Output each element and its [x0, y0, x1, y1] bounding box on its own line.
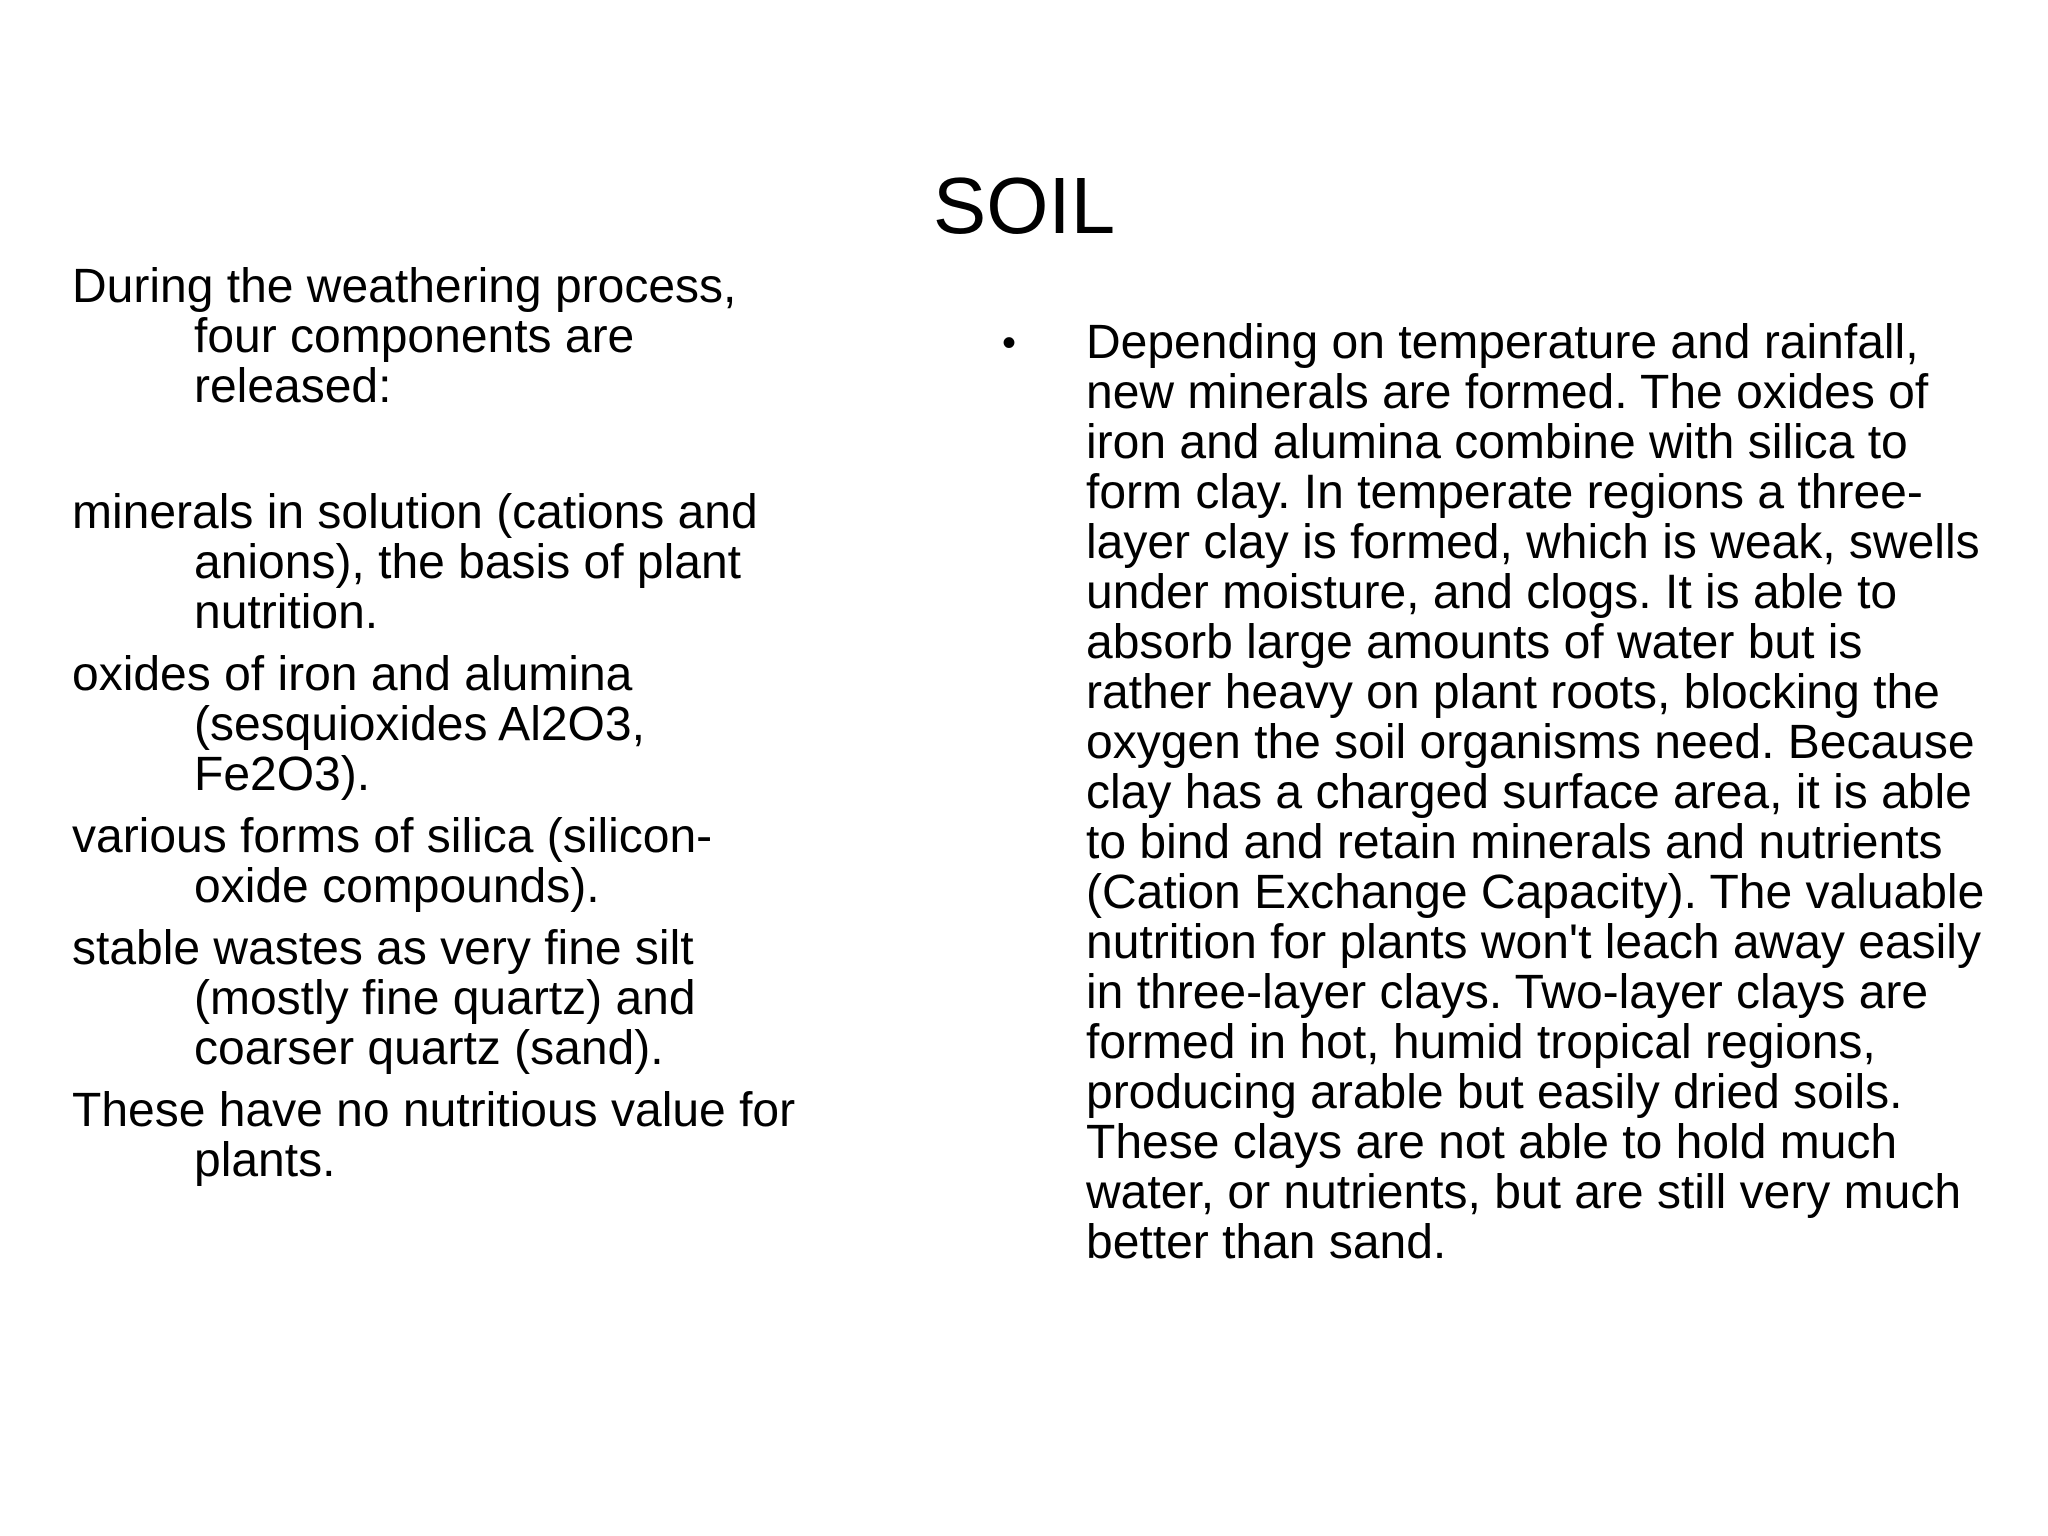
- component-oxides: oxides of iron and alumina (sesquioxides Al2O3, Fe2O3).: [72, 648, 645, 801]
- right-text-column: [1000, 318, 2000, 1268]
- left-text-column: [72, 262, 812, 1198]
- weathering-intro: During the weathering process, four components are released:: [72, 260, 737, 413]
- component-stable-wastes: stable wastes as very fine silt (mostly fine quartz) and coarser quartz (sand).: [72, 922, 696, 1075]
- slide-title: SOIL: [932, 161, 1116, 250]
- component-silica: various forms of silica (silicon-oxide compounds).: [72, 810, 713, 913]
- clay-bullet: [1000, 318, 2000, 1268]
- component-minerals-solution: minerals in solution (cations and anions), the basis of plant nutrition.: [72, 486, 758, 639]
- clay-formation-paragraph: Depending on temperature and rainfall, new minerals are formed. The oxides of iron and alumina combine with silica to form clay. In temperate regions a three-layer clay is formed, which is weak, swells under moisture, and clogs. It is able to absorb large amounts of water but is rather heavy on plant roots, blocking the oxygen the soil organisms need. Because clay has a charged surface area, it is able to bind and retain minerals and nutrients (Cation Exchange Capacity). The valuable nutrition for plants won't leach away easily in three-layer clays. Two-layer clays are formed in hot, humid tropical regions, producing arable but easily dried soils. These clays are not able to hold much water, or nutrients, but are still very much better than sand.: [1086, 316, 1985, 1269]
- bullet-marker: •: [1002, 321, 1017, 365]
- nutrition-note: These have no nutritious value for plants.: [72, 1084, 796, 1187]
